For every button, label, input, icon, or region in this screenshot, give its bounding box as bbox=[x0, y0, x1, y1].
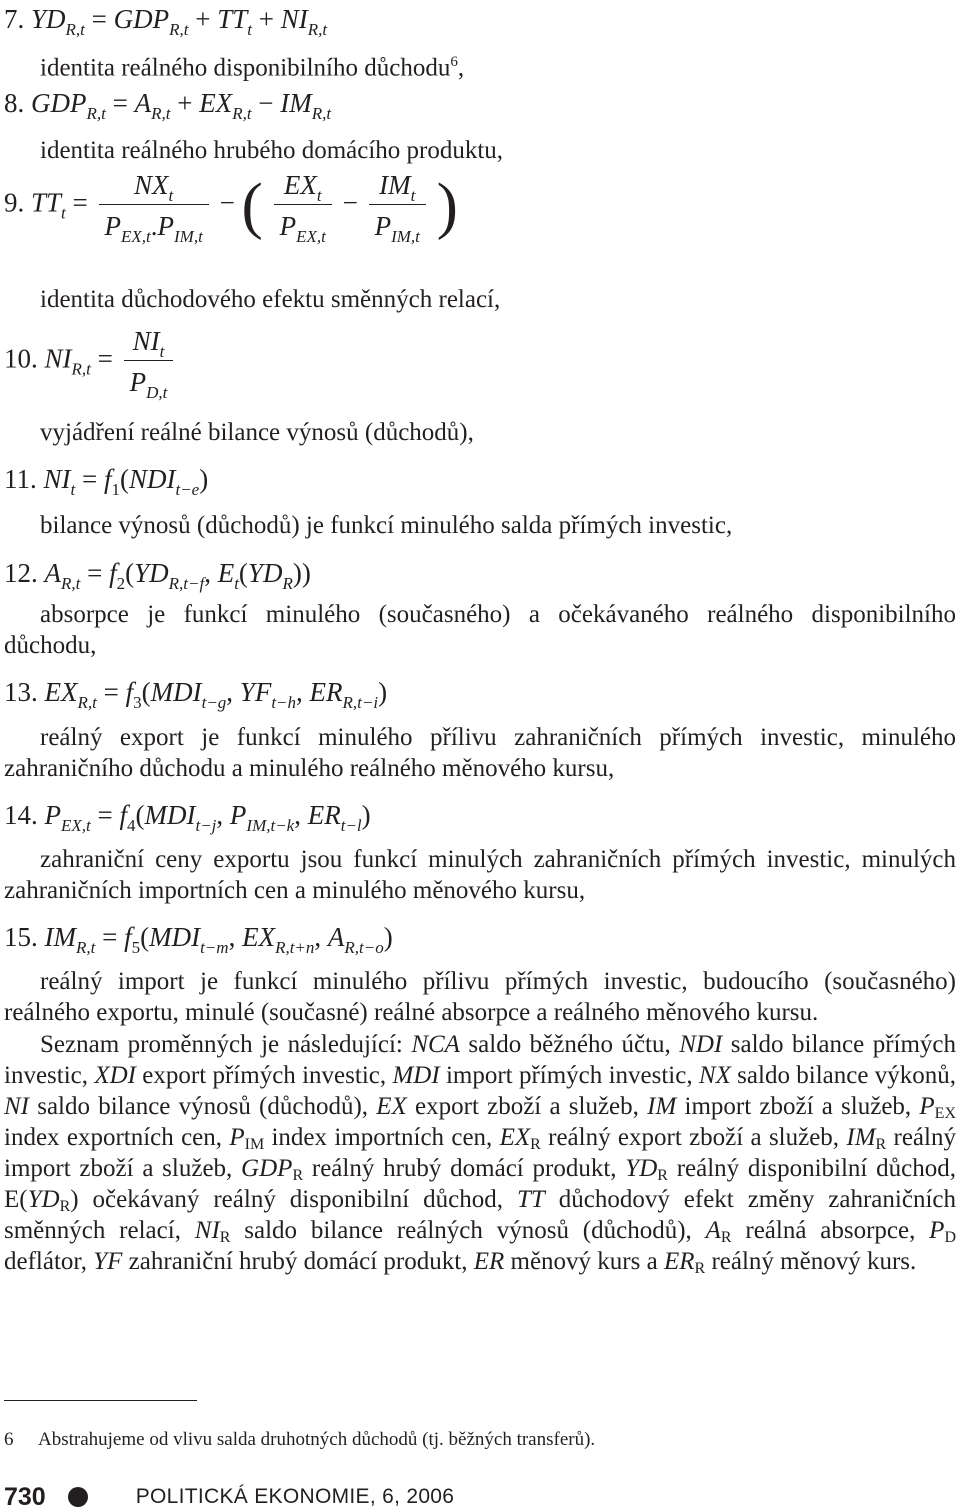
subscript: EX,t bbox=[296, 227, 326, 246]
variable-text: saldo bilance výnosů (důchodů), bbox=[29, 1093, 377, 1120]
var: EX bbox=[242, 922, 276, 952]
equation-number: 9. bbox=[4, 187, 25, 218]
subscript: IM,t bbox=[174, 227, 203, 246]
variable-text: reálný měnový kurs. bbox=[705, 1248, 917, 1275]
operator: = bbox=[96, 677, 126, 707]
footnote bbox=[4, 1428, 595, 1452]
variable-text: reálný hrubý domácí produkt, bbox=[303, 1155, 626, 1182]
description-13: reálný export je funkcí minulého přílivu zahraničních přímých investic, minulého zahraničního důchodu a minulého reálného měnového kursu, bbox=[4, 724, 956, 782]
variable-symbol: GDP bbox=[241, 1155, 293, 1182]
right-paren: ) bbox=[436, 169, 458, 241]
variable-subscript: R bbox=[657, 1167, 668, 1184]
subscript: IM,t bbox=[391, 227, 420, 246]
subscript: 5 bbox=[131, 938, 141, 957]
variable-text: reálný export zboží a služeb, bbox=[540, 1124, 847, 1151]
equation-9 bbox=[4, 168, 458, 246]
subscript: t−m bbox=[200, 938, 229, 957]
variable-list-paragraph bbox=[4, 1029, 956, 1277]
variable-symbol: TT bbox=[516, 1186, 545, 1213]
subscript: R,t−i bbox=[342, 693, 379, 712]
var: NX bbox=[134, 170, 169, 200]
var: EX bbox=[199, 88, 233, 118]
variable-subscript: R bbox=[292, 1167, 304, 1184]
subscript: EX,t bbox=[61, 816, 91, 835]
var: EX bbox=[44, 677, 78, 707]
var: IM bbox=[379, 170, 411, 200]
equation-14 bbox=[4, 798, 371, 835]
var: NI bbox=[43, 464, 71, 494]
equation-8 bbox=[4, 86, 332, 123]
subscript: R,t bbox=[311, 104, 332, 123]
operator: = bbox=[84, 4, 114, 34]
variable-text: export zboží a služeb, bbox=[406, 1093, 648, 1120]
variable-text: saldo běžného účtu, bbox=[459, 1031, 680, 1058]
subscript: t−j bbox=[195, 816, 217, 835]
var: NDI bbox=[128, 464, 176, 494]
equation-12 bbox=[4, 556, 311, 593]
subscript: t bbox=[168, 186, 174, 205]
var: P bbox=[229, 800, 247, 830]
subscript: t bbox=[159, 342, 165, 361]
operator: ( bbox=[141, 677, 151, 707]
operator: + bbox=[170, 88, 200, 118]
variable-text: Seznam proměnných je následující: bbox=[40, 1031, 412, 1058]
operator: , bbox=[294, 800, 308, 830]
variable-symbol: YD bbox=[27, 1186, 60, 1213]
equation-number: 12. bbox=[4, 558, 38, 588]
variable-text: saldo bilance přímých investic, bbox=[4, 1031, 957, 1089]
footnote-number: 6 bbox=[4, 1429, 14, 1450]
var: MDI bbox=[149, 922, 201, 952]
operator: , bbox=[216, 800, 230, 830]
var: TT bbox=[31, 187, 62, 218]
fraction bbox=[274, 168, 332, 246]
variable-subscript: EX bbox=[934, 1105, 956, 1122]
equation-number: 13. bbox=[4, 677, 38, 707]
variable-subscript: D bbox=[944, 1229, 956, 1246]
function: f bbox=[109, 558, 117, 588]
var: P bbox=[44, 800, 61, 830]
var: P bbox=[104, 211, 122, 241]
variable-symbol: ER bbox=[663, 1248, 695, 1275]
subscript: 3 bbox=[133, 693, 142, 712]
variable-text: import přímých investic, bbox=[439, 1062, 699, 1089]
variable-subscript: R bbox=[530, 1136, 541, 1153]
operator: − bbox=[219, 187, 235, 218]
operator: = bbox=[65, 187, 95, 218]
variable-text: reálná absorpce, bbox=[731, 1217, 930, 1244]
equation-11 bbox=[4, 462, 209, 499]
var: NI bbox=[280, 4, 308, 34]
var: ER bbox=[309, 677, 343, 707]
var: GDP bbox=[113, 4, 170, 34]
variable-symbol: A bbox=[705, 1217, 721, 1244]
variable-symbol: P bbox=[929, 1217, 945, 1244]
subscript: EX,t bbox=[121, 227, 151, 246]
subscript: t bbox=[70, 480, 76, 499]
variable-symbol: NCA bbox=[411, 1031, 460, 1058]
description-8: identita reálného hrubého domácího produktu, bbox=[40, 137, 504, 164]
variable-symbol: NDI bbox=[679, 1031, 723, 1058]
description-11: bilance výnosů (důchodů) je funkcí minulého salda přímých investic, bbox=[40, 512, 733, 539]
subscript: t bbox=[410, 186, 416, 205]
variable-text: reálný disponibilní důchod, E( bbox=[4, 1155, 956, 1213]
var: GDP bbox=[31, 88, 87, 118]
operator: ) bbox=[199, 464, 209, 494]
variable-symbol: NX bbox=[698, 1062, 731, 1089]
footnote-rule bbox=[4, 1400, 197, 1401]
footnote-text: Abstrahujeme od vlivu salda druhotných důchodů (tj. běžných transferů). bbox=[38, 1429, 596, 1450]
var: NI bbox=[44, 343, 72, 374]
subscript: R,t bbox=[232, 104, 252, 123]
subscript: t bbox=[316, 186, 322, 205]
subscript: 4 bbox=[127, 816, 136, 835]
subscript: R,t bbox=[151, 104, 171, 123]
operator: . bbox=[150, 211, 158, 241]
operator: = bbox=[75, 464, 104, 494]
var: IM bbox=[44, 922, 76, 952]
variable-text: index importních cen, bbox=[264, 1124, 500, 1151]
var: YD bbox=[247, 558, 283, 588]
variable-text: reálný import zboží a služeb, bbox=[4, 1124, 956, 1182]
var: A bbox=[327, 922, 345, 952]
punctuation: , bbox=[457, 54, 465, 82]
variable-symbol: P bbox=[919, 1093, 935, 1120]
subscript: R,t+n bbox=[275, 938, 315, 957]
equation-number: 11. bbox=[4, 464, 37, 494]
function: f bbox=[103, 464, 112, 494]
description-12: absorpce je funkcí minulého (současného) a očekávaného reálného disponibilního důchodu, bbox=[4, 601, 956, 659]
function: f bbox=[124, 922, 132, 952]
variable-text: import zboží a služeb, bbox=[676, 1093, 920, 1120]
operator: − bbox=[251, 88, 281, 118]
operator: ) bbox=[383, 922, 393, 952]
subscript: R,t−o bbox=[344, 938, 384, 957]
fraction bbox=[124, 324, 174, 402]
description-text: identita reálného disponibilního důchodu bbox=[40, 54, 451, 82]
variable-subscript: IM bbox=[244, 1136, 265, 1153]
operator: ) bbox=[378, 677, 388, 707]
fraction bbox=[369, 168, 426, 246]
operator: + bbox=[251, 4, 281, 34]
operator: = bbox=[95, 922, 125, 952]
variable-text: deflátor, bbox=[4, 1248, 94, 1275]
var: P bbox=[129, 367, 147, 397]
operator: = bbox=[90, 800, 120, 830]
var: YD bbox=[134, 558, 169, 588]
page-footer bbox=[4, 1484, 454, 1510]
equation-7 bbox=[4, 2, 328, 39]
var: NI bbox=[132, 326, 160, 356]
subscript: 1 bbox=[111, 480, 120, 499]
operator: = bbox=[80, 558, 110, 588]
var: ER bbox=[307, 800, 341, 830]
function: f bbox=[125, 677, 134, 707]
variable-text: ) očekávaný reálný disponibilní důchod, bbox=[70, 1186, 517, 1213]
variable-subscript: R bbox=[219, 1229, 231, 1246]
var: EX bbox=[283, 170, 317, 200]
subscript: R,t bbox=[65, 20, 85, 39]
operator: ( bbox=[140, 922, 150, 952]
variable-symbol: IM bbox=[647, 1093, 677, 1120]
variable-text: saldo bilance výkonů, bbox=[730, 1062, 957, 1089]
variable-subscript: R bbox=[875, 1136, 887, 1153]
equation-number: 10. bbox=[4, 343, 38, 374]
variable-symbol: EX bbox=[499, 1124, 531, 1151]
var: E bbox=[217, 558, 235, 588]
operator: )) bbox=[292, 558, 311, 588]
variable-text: export přímých investic, bbox=[135, 1062, 393, 1089]
operator: ( bbox=[238, 558, 248, 588]
subscript: t−l bbox=[340, 816, 362, 835]
var: MDI bbox=[144, 800, 196, 830]
subscript: R,t bbox=[169, 20, 189, 39]
var: P bbox=[374, 211, 392, 241]
var: YD bbox=[31, 4, 66, 34]
variable-subscript: R bbox=[694, 1260, 706, 1277]
operator: , bbox=[296, 677, 310, 707]
subscript: R,t−f bbox=[168, 574, 205, 593]
equation-number: 15. bbox=[4, 922, 38, 952]
variable-symbol: NI bbox=[194, 1217, 220, 1244]
variable-symbol: P bbox=[229, 1124, 245, 1151]
operator: ) bbox=[361, 800, 371, 830]
journal-name: POLITICKÁ EKONOMIE, 6, 2006 bbox=[135, 1485, 455, 1508]
description-7 bbox=[40, 47, 464, 83]
variable-subscript: R bbox=[720, 1229, 732, 1246]
operator: , bbox=[228, 922, 243, 952]
function: f bbox=[119, 800, 127, 830]
fraction bbox=[99, 168, 209, 246]
description-9: identita důchodového efektu směnných relací, bbox=[40, 286, 501, 313]
footnote-ref: 6 bbox=[450, 54, 458, 70]
subscript: t−h bbox=[271, 693, 297, 712]
description-15: reálný import je funkcí minulého přílivu přímých investic, budoucího (současného) reálného exportu, minulé (současné) reálné absorpce a reálného měnového kursu. bbox=[4, 968, 956, 1026]
equation-number: 7. bbox=[4, 4, 25, 34]
operator: , bbox=[314, 922, 328, 952]
var: YF bbox=[239, 677, 272, 707]
var: P bbox=[279, 211, 297, 241]
left-paren: ( bbox=[241, 169, 263, 241]
equation-15 bbox=[4, 920, 393, 957]
variable-symbol: NI bbox=[4, 1093, 29, 1120]
description-14: zahraniční ceny exportu jsou funkcí minulých zahraničních přímých investic, minulých zahraničních importních cen a minulého měnového kursu, bbox=[4, 846, 956, 904]
variable-text: měnový kurs a bbox=[504, 1248, 664, 1275]
variable-text: zahraniční hrubý domácí produkt, bbox=[122, 1248, 474, 1275]
subscript: R,t bbox=[77, 693, 97, 712]
variable-text: index exportních cen, bbox=[4, 1124, 230, 1151]
var: A bbox=[44, 558, 61, 588]
equation-number: 8. bbox=[4, 88, 25, 118]
equation-13 bbox=[4, 675, 388, 712]
subscript: R,t bbox=[307, 20, 328, 39]
operator: = bbox=[90, 343, 120, 374]
subscript: R,t bbox=[61, 574, 81, 593]
subscript: t bbox=[61, 203, 66, 223]
equation-number: 14. bbox=[4, 800, 38, 830]
operator: , bbox=[226, 677, 240, 707]
subscript: 2 bbox=[116, 574, 126, 593]
subscript: t−g bbox=[201, 693, 227, 712]
variable-symbol: ER bbox=[473, 1248, 505, 1275]
variable-symbol: IM bbox=[846, 1124, 876, 1151]
operator: − bbox=[342, 187, 358, 218]
operator: + bbox=[188, 4, 218, 34]
operator: , bbox=[204, 558, 218, 588]
subscript: R bbox=[282, 574, 293, 593]
var: A bbox=[134, 88, 152, 118]
variable-text: saldo bilance reálných výnosů (důchodů), bbox=[230, 1217, 706, 1244]
variable-symbol: EX bbox=[376, 1093, 407, 1120]
var: P bbox=[157, 211, 175, 241]
operator: ( bbox=[125, 558, 135, 588]
var: TT bbox=[217, 4, 248, 34]
variable-symbol: YF bbox=[93, 1248, 123, 1275]
variable-subscript: R bbox=[59, 1198, 71, 1215]
subscript: D,t bbox=[146, 383, 168, 402]
variable-symbol: MDI bbox=[392, 1062, 440, 1089]
subscript: t bbox=[234, 574, 239, 593]
subscript: t bbox=[247, 20, 252, 39]
bullet-dot-icon bbox=[68, 1487, 88, 1507]
description-10: vyjádření reálné bilance výnosů (důchodů), bbox=[40, 419, 474, 446]
var: IM bbox=[280, 88, 312, 118]
operator: = bbox=[105, 88, 135, 118]
subscript: R,t bbox=[86, 104, 106, 123]
variable-text: důchodový efekt změny zahraničních směnných relací, bbox=[4, 1186, 956, 1244]
variable-symbol: YD bbox=[625, 1155, 658, 1182]
subscript: R,t bbox=[75, 938, 96, 957]
variable-symbol: XDI bbox=[94, 1062, 136, 1089]
var: MDI bbox=[150, 677, 202, 707]
subscript: t−e bbox=[175, 480, 200, 499]
equation-10 bbox=[4, 324, 177, 402]
page-number: 730 bbox=[4, 1482, 46, 1511]
subscript: R,t bbox=[71, 359, 91, 379]
operator: ( bbox=[135, 800, 145, 830]
subscript: IM,t−k bbox=[246, 816, 295, 835]
operator: ( bbox=[119, 464, 129, 494]
